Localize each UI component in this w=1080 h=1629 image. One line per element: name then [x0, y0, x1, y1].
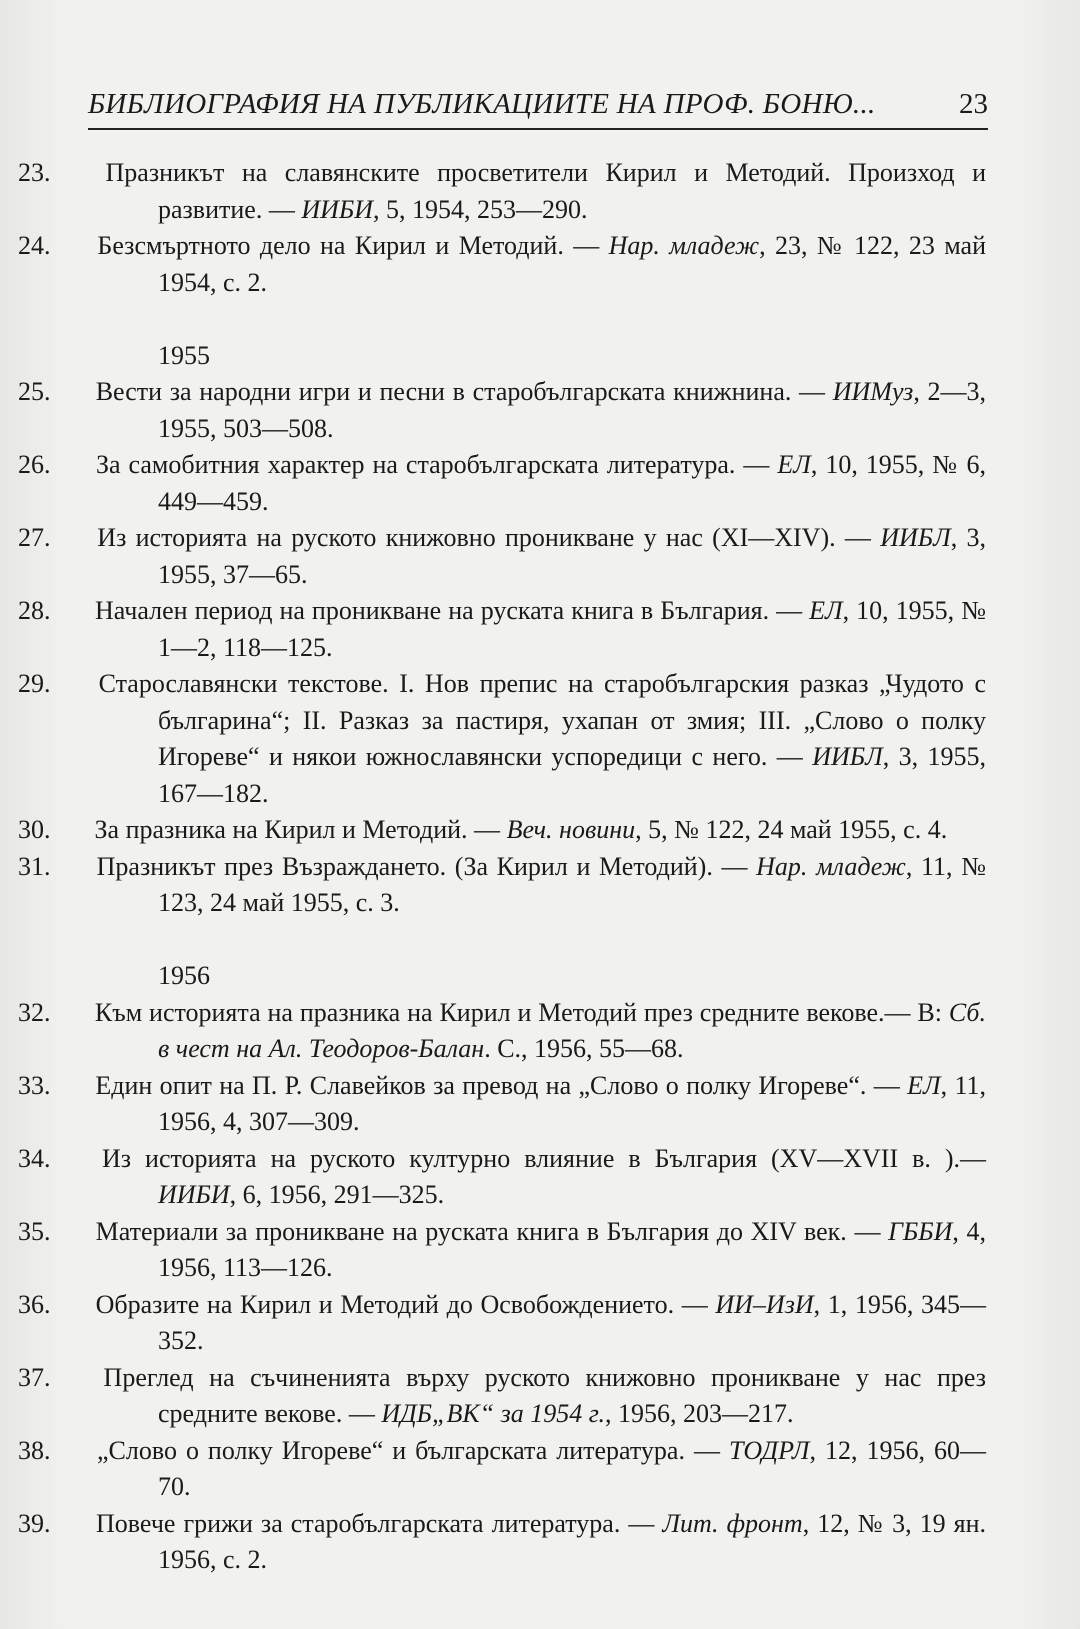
bibliography-entry: 33. Един опит на П. Р. Славейков за превод на „Слово о полку Игореве“. — ЕЛ, 11, 1956, 4, 307—309.: [18, 1070, 986, 1136]
bibliography-entry: 36. Образите на Кирил и Методий до Освобождението. — ИИ–ИзИ, 1, 1956, 345—352.: [18, 1289, 987, 1355]
bibliography-entry: 26. За самобитния характер на старобългарската литература. — ЕЛ, 10, 1955, № 6, 449—459.: [18, 450, 987, 516]
year-heading: 1956: [158, 961, 210, 990]
bibliography-entry: 32. Към историята на празника на Кирил и Методий през средните векове.— В: Сб. в чест на Ал. Теодоров-Балан. С., 1956, 55—68.: [18, 997, 986, 1063]
bibliography-entry: 27. Из историята на руското книжовно проникване у нас (XI—XIV). — ИИБЛ, 3, 1955, 37—65.: [18, 523, 987, 589]
bibliography-entry: 28. Начален период на проникване на руската книга в България. — ЕЛ, 10, 1955, № 1—2, 118—125.: [18, 596, 987, 662]
bibliography-entry: 29. Старославянски текстове. I. Нов препис на старобългарския разказ „Чудото с българина“; II. Разказ за пастиря, ухапан от змия; III. „Слово о полку Игореве“ и някои южнославянски успоредици с него. — ИИБЛ, 3, 1955, 167—182.: [18, 669, 987, 808]
bibliography-entry: 23. Празникът на славянските просветители Кирил и Методий. Произход и развитие. — ИИБИ, 5, 1954, 253—290.: [18, 158, 987, 224]
bibliography-entry: 35. Материали за проникване на руската книга в България до XIV век. — ГББИ, 4, 1956, 113—126.: [18, 1216, 987, 1282]
section-spacer: [88, 301, 986, 338]
page-number: 23: [959, 88, 988, 120]
bibliography-entry: 30. За празника на Кирил и Методий. — Веч. новини, 5, № 122, 24 май 1955, с. 4.: [18, 815, 948, 844]
bibliography-entry: 34. Из историята на руското културно влияние в България (XV—XVII в. ).— ИИБИ, 6, 1956, 291—325.: [18, 1143, 987, 1209]
bibliography-entry: 37. Преглед на съчиненията върху руското книжовно проникване у нас през средните векове. — ИДБ„ВК“ за 1954 г., 1956, 203—217.: [18, 1362, 986, 1428]
bibliography-entry: 31. Празникът през Възраждането. (За Кирил и Методий). — Нар. младеж, 11, № 123, 24 май 1955, с. 3.: [18, 851, 987, 917]
bibliography-entry: 24. Безсмъртното дело на Кирил и Методий. — Нар. младеж, 23, № 122, 23 май 1954, с. 2.: [18, 231, 986, 297]
bibliography-entry: 39. Повече грижи за старобългарската литература. — Лит. фронт, 12, № 3, 19 ян. 1956, с. 2.: [18, 1508, 986, 1574]
running-header: [88, 88, 988, 130]
bibliography-entry: 25. Вести за народни игри и песни в старобългарската книжнина. — ИИМуз, 2—3, 1955, 503—508.: [18, 377, 987, 443]
section-spacer: [88, 922, 986, 959]
bibliography-entry: 38. „Слово о полку Игореве“ и българската литература. — ТОДРЛ, 12, 1956, 60—70.: [18, 1435, 987, 1501]
bibliography-list: [18, 155, 987, 1579]
year-heading: 1955: [158, 340, 210, 370]
running-title: БИБЛИОГРАФИЯ НА ПУБЛИКАЦИИТЕ НА ПРОФ. БОНЮ...: [88, 88, 876, 120]
